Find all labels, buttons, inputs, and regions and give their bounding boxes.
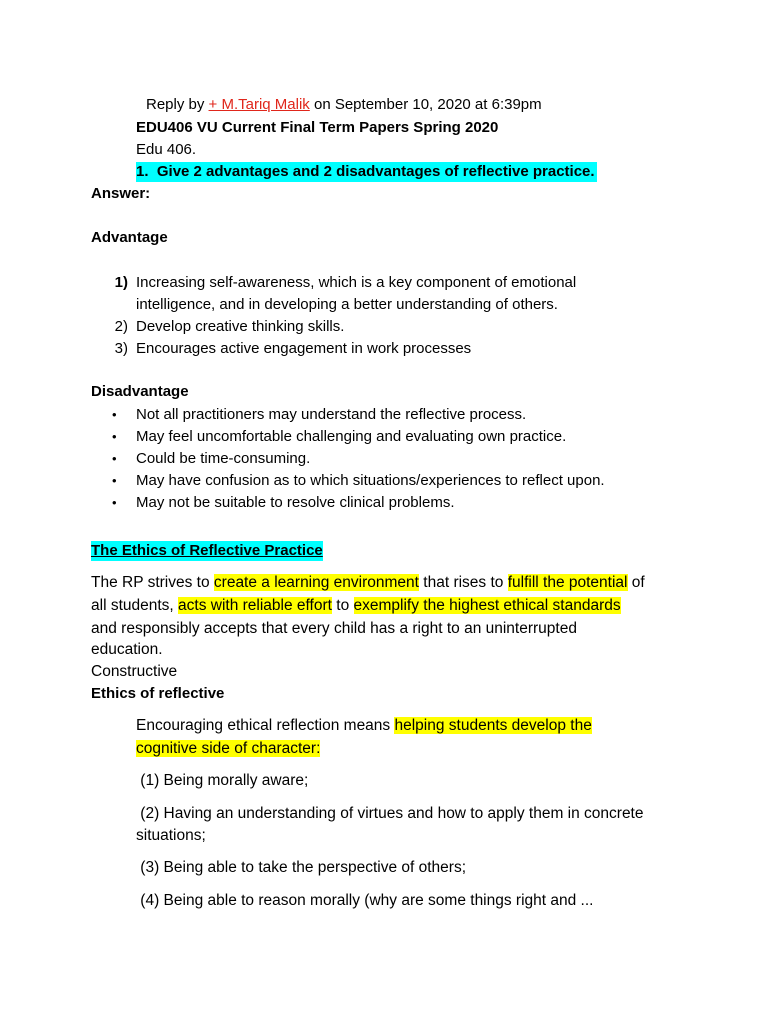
paragraph-line: and responsibly accepts that every child has a right to an uninterrupted: [91, 620, 577, 637]
bullet-icon: •: [112, 429, 117, 444]
question-number: 1.: [136, 163, 149, 180]
reply-prefix: Reply by: [146, 96, 209, 113]
list-item-text: Increasing self-awareness, which is a key component of emotional: [136, 274, 577, 291]
bullet-icon: •: [112, 473, 117, 488]
highlight-ethical-standards: exemplify the highest ethical standards: [353, 597, 621, 614]
answer-label: Answer:: [91, 185, 151, 202]
text-run: The RP strives to: [91, 574, 214, 591]
bullet-icon: •: [112, 451, 117, 466]
point-item: situations;: [136, 827, 206, 844]
reply-line: [146, 95, 542, 115]
highlight-learning-environment: create a learning environment: [213, 574, 419, 591]
list-item: May have confusion as to which situations/experiences to reflect upon.: [136, 472, 605, 489]
course-code: Edu 406.: [136, 141, 197, 158]
paragraph-line: education.: [91, 641, 163, 658]
highlight-cognitive-side: cognitive side of character:: [136, 740, 321, 757]
highlight-helping-students: helping students develop the: [394, 717, 592, 734]
paragraph-line: [136, 739, 320, 759]
list-item: May feel uncomfortable challenging and evaluating own practice.: [136, 428, 567, 445]
constructive-label: Constructive: [91, 663, 178, 680]
paper-title: EDU406 VU Current Final Term Papers Spring 2020: [136, 119, 499, 136]
text-run: all students,: [91, 597, 179, 614]
reply-suffix: on September 10, 2020 at 6:39pm: [309, 96, 542, 113]
list-item: Not all practitioners may understand the reflective process.: [136, 406, 527, 423]
paragraph-line: [136, 716, 592, 736]
list-item-text: intelligence, and in developing a better understanding of others.: [136, 296, 558, 313]
point-item: (2) Having an understanding of virtues and how to apply them in concrete: [136, 805, 644, 822]
list-item-number: 2): [114, 318, 128, 335]
advantage-heading: Advantage: [91, 229, 168, 246]
highlight-reliable-effort: acts with reliable effort: [178, 597, 332, 614]
point-item: (3) Being able to take the perspective of others;: [136, 859, 466, 876]
list-item-number: 3): [114, 340, 128, 357]
question-text: Give 2 advantages and 2 disadvantages of reflective practice.: [156, 163, 595, 180]
text-run: Encouraging ethical reflection means: [136, 717, 395, 734]
disadvantage-heading: Disadvantage: [91, 383, 189, 400]
point-item: (4) Being able to reason morally (why are some things right and ...: [136, 892, 594, 909]
highlight-fulfill-potential: fulfill the potential: [507, 574, 628, 591]
point-item: (1) Being morally aware;: [136, 772, 309, 789]
ethics-heading: The Ethics of Reflective Practice: [91, 542, 323, 559]
list-item-number: 1): [114, 274, 128, 291]
list-item: May not be suitable to resolve clinical problems.: [136, 494, 455, 511]
bullet-icon: •: [112, 495, 117, 510]
text-run: of: [627, 574, 645, 591]
list-item-text: Develop creative thinking skills.: [136, 318, 345, 335]
question-line: [136, 162, 597, 182]
text-run: that rises to: [418, 574, 508, 591]
list-item: Could be time-consuming.: [136, 450, 311, 467]
text-run: to: [331, 597, 354, 614]
paragraph-line: [91, 573, 645, 593]
bullet-icon: •: [112, 407, 117, 422]
paragraph-line: [91, 596, 621, 616]
ethics-subheading: Ethics of reflective: [91, 685, 225, 702]
list-item-text: Encourages active engagement in work processes: [136, 340, 472, 357]
author-link[interactable]: + M.Tariq Malik: [208, 96, 310, 113]
